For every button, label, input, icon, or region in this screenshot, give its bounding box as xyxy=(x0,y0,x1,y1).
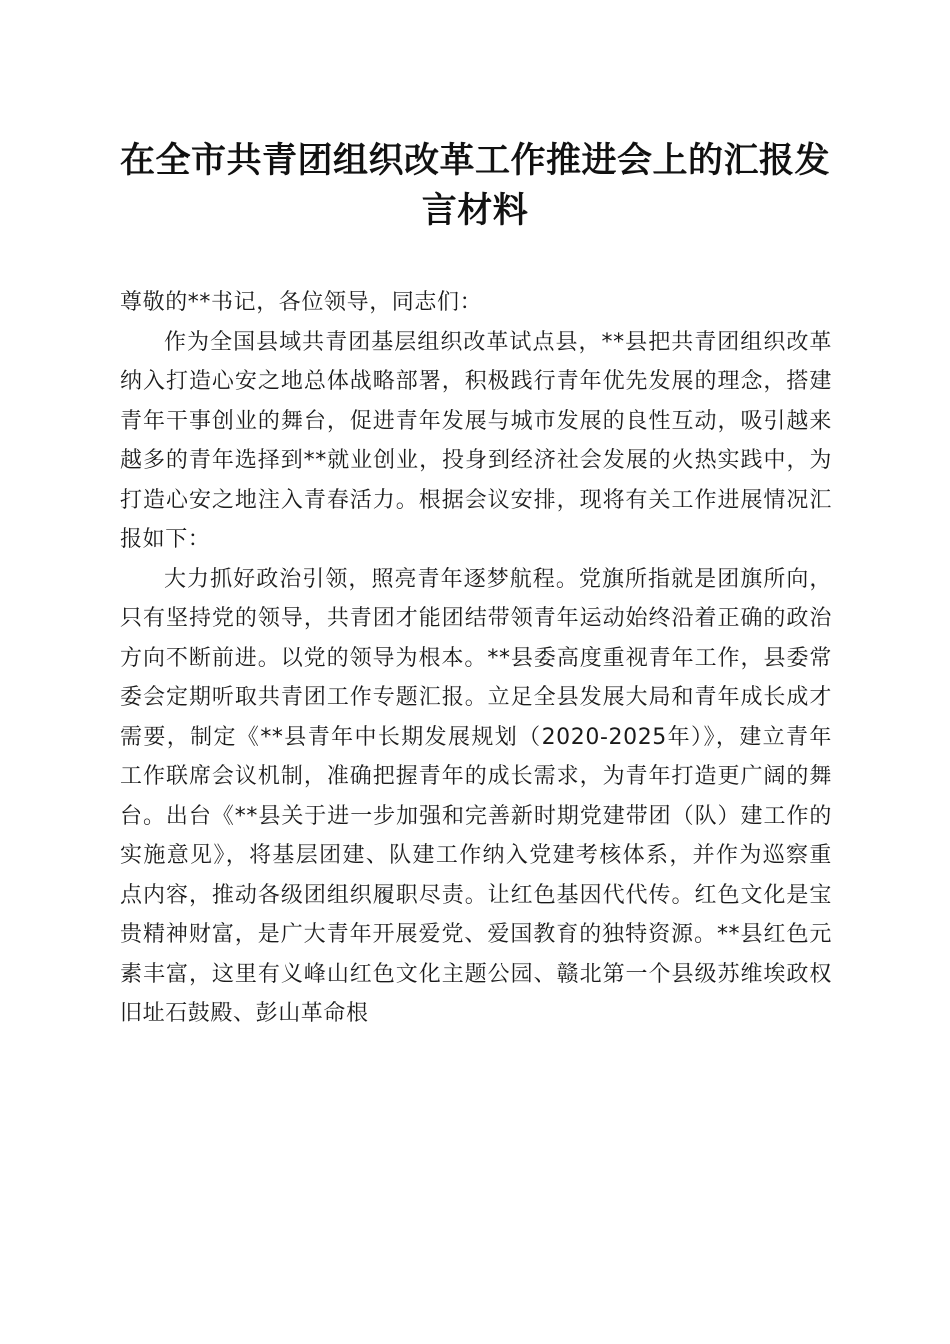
salutation: 尊敬的**书记，各位领导，同志们： xyxy=(120,290,483,315)
paragraph-political-guidance: 大力抓好政治引领，照亮青年逐梦航程。党旗所指就是团旗所向，只有坚持党的领导，共青团才能团结带领青年运动始终沿着正确的政治方向不断前进。以党的领导为根本。**县委高度重视青年工作，县委常委会定期听取共青团工作专题汇报。立足全县发展大局和青年成长成才需要，制定《**县青年中长期发展规划（2020-2025年）》，建立青年工作联席会议机制，准确把握青年的成长需求，为青年打造更广阔的舞台。出台《**县关于进一步加强和完善新时期党建带团（队）建工作的实施意见》，将基层团建、队建工作纳入党建考核体系，并作为巡察重点内容，推动各级团组织履职尽责。让红色基因代代传。红色文化是宝贵精神财富，是广大青年开展爱党、爱国教育的独特资源。**县红色元素丰富，这里有义峰山红色文化主题公园、赣北第一个县级苏维埃政权旧址石鼓殿、彭山革命根 xyxy=(120,566,832,1026)
paragraph-intro: 作为全国县域共青团基层组织改革试点县，**县把共青团组织改革纳入打造心安之地总体战略部署，积极践行青年优先发展的理念，搭建青年干事创业的舞台，促进青年发展与城市发展的良性互动，吸引越来越多的青年选择到**就业创业，投身到经济社会发展的火热实践中，为打造心安之地注入青春活力。根据会议安排，现将有关工作进展情况汇报如下： xyxy=(120,329,832,552)
document-title: 在全市共青团组织改革工作推进会上的汇报发言材料 xyxy=(119,140,830,231)
document-body xyxy=(120,283,832,1034)
